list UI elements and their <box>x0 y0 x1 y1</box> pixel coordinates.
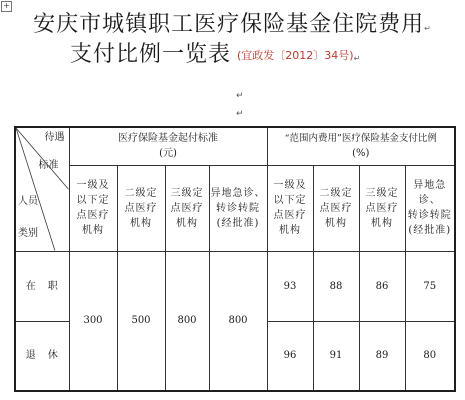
header-threshold-unit: (元) <box>159 148 177 160</box>
title-line-1: 安庆市城镇职工医疗保险基金住院费用 <box>33 12 425 37</box>
row-label-active: 在 职 <box>15 251 69 321</box>
active-pct-level3: 86 <box>359 251 405 321</box>
threshold-level3: 800 <box>165 251 209 391</box>
subheader-line: (经批准) <box>216 217 260 229</box>
retired-pct-remote: 80 <box>405 321 455 391</box>
subheader-cell <box>313 165 359 251</box>
threshold-level1: 300 <box>69 251 117 391</box>
paragraph-mark: ↵ <box>424 24 432 33</box>
document-subtitle <box>70 42 361 72</box>
corner-label-category: 类别 <box>18 228 38 239</box>
subheader-cell <box>267 165 313 251</box>
header-threshold-title: 医疗保险基金起付标准 <box>118 133 218 145</box>
paragraph-mark: ↵ <box>353 54 362 63</box>
subheader-line: 二级定 <box>124 187 158 199</box>
paragraph-mark: ↵ <box>236 91 244 101</box>
table-corner-cell <box>15 127 69 251</box>
corner-label-treatment: 待遇 <box>44 132 65 143</box>
subheader-line: 点医疗 <box>124 202 158 214</box>
threshold-remote: 800 <box>209 251 267 391</box>
subheader-line: 机构 <box>176 217 198 229</box>
threshold-level2: 500 <box>117 251 165 391</box>
subheader-line: 一级及 <box>76 180 110 191</box>
subheader-line: 点医疗 <box>76 210 110 221</box>
header-ratio-title: “范围内费用”医疗保险基金支付比例 <box>284 133 437 145</box>
subheader-line: 一级及 <box>273 180 307 191</box>
active-pct-level1: 93 <box>267 251 313 321</box>
subheader-line: 机构 <box>325 217 347 229</box>
subheader-cell <box>209 165 267 251</box>
subheader-line: 三级定 <box>170 187 204 199</box>
subheader-line: 机构 <box>130 217 152 229</box>
subheader-line: 以下定 <box>76 195 110 206</box>
header-payment-ratio <box>267 127 455 165</box>
subheader-line: 转诊转院 <box>407 210 452 221</box>
subheader-line: (经批准) <box>408 225 452 236</box>
subheader-line: 机构 <box>279 225 301 236</box>
corner-label-personnel: 人员 <box>18 196 38 207</box>
subheader-line: 异地急诊、 <box>413 180 447 206</box>
document-title <box>0 12 465 42</box>
row-label-retired: 退 休 <box>15 321 69 391</box>
retired-pct-level2: 91 <box>313 321 359 391</box>
document-reference-number: (宜政发〔2012〕34号) <box>237 49 354 62</box>
subheader-cell <box>117 165 165 251</box>
subheader-cell <box>165 165 209 251</box>
reimbursement-table <box>14 126 456 392</box>
subheader-cell <box>405 165 455 251</box>
subheader-line: 机构 <box>82 225 104 236</box>
subheader-line: 异地急诊、 <box>210 187 266 199</box>
subheader-line: 以下定 <box>273 195 307 206</box>
subheader-line: 机构 <box>371 217 393 229</box>
table-anchor-icon[interactable]: + <box>1 1 12 12</box>
active-pct-remote: 75 <box>405 251 455 321</box>
subheader-line: 点医疗 <box>170 202 204 214</box>
paragraph-mark: ↵ <box>236 109 244 119</box>
subheader-line: 二级定 <box>319 187 353 199</box>
active-pct-level2: 88 <box>313 251 359 321</box>
corner-label-standard: 标准 <box>38 160 59 171</box>
subheader-cell <box>359 165 405 251</box>
subheader-line: 点医疗 <box>365 202 399 214</box>
subheader-cell <box>69 165 117 251</box>
retired-pct-level1: 96 <box>267 321 313 391</box>
subheader-line: 转诊转院 <box>216 202 260 214</box>
retired-pct-level3: 89 <box>359 321 405 391</box>
subheader-line: 点医疗 <box>273 210 307 221</box>
header-threshold <box>69 127 267 165</box>
subheader-line: 三级定 <box>365 187 399 199</box>
title-line-2: 支付比例一览表 <box>70 42 232 67</box>
header-ratio-unit: (%) <box>352 148 370 160</box>
subheader-line: 点医疗 <box>319 202 353 214</box>
